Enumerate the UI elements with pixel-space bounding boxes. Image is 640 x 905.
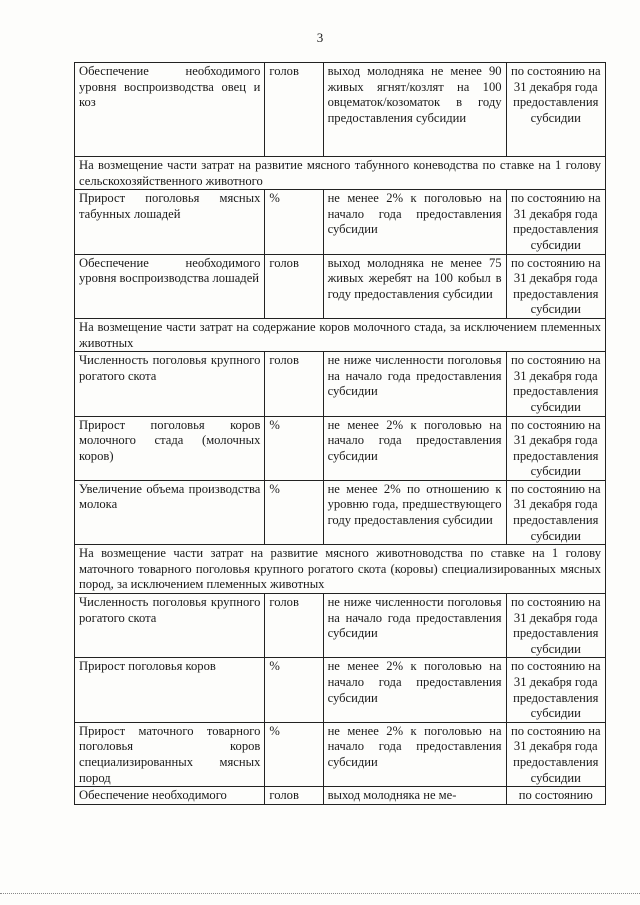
value-cell: выход молодняка не менее 75 живых жеребят на 100 кобыл в году предоставления субсидии <box>323 254 506 318</box>
value-cell: не менее 2% к поголовью на начало года предоставления субсидии <box>323 658 506 722</box>
table-row <box>75 63 606 157</box>
value-cell: не менее 2% к поголовью на начало года предоставления субсидии <box>323 416 506 480</box>
date-cell: по состоянию на 31 декабря года предоставления субсидии <box>506 416 605 480</box>
table-row <box>75 190 606 254</box>
indicator-cell: Численность поголовья крупного рогатого скота <box>75 352 265 416</box>
table-row <box>75 722 606 786</box>
unit-cell: голов <box>265 63 323 157</box>
indicator-cell: Прирост поголовья коров <box>75 658 265 722</box>
unit-cell: % <box>265 722 323 786</box>
unit-cell: голов <box>265 594 323 658</box>
indicator-cell: Обеспечение необходимого уровня воспроизводства овец и коз <box>75 63 265 157</box>
unit-cell: % <box>265 416 323 480</box>
page-bottom-rule <box>0 893 640 894</box>
indicator-cell: Прирост поголовья мясных табунных лошадей <box>75 190 265 254</box>
unit-cell: % <box>265 190 323 254</box>
date-cell: по состоянию на 31 декабря года предоставления субсидии <box>506 658 605 722</box>
value-cell: не менее 2% по отношению к уровню года, предшествующего году предоставления субсидии <box>323 480 506 544</box>
table-row <box>75 658 606 722</box>
table-row <box>75 480 606 544</box>
section-header: На возмещение части затрат на содержание коров молочного стада, за исключением племенных животных <box>75 318 606 351</box>
value-cell: не ниже численности поголовья на начало года предоставления субсидии <box>323 594 506 658</box>
unit-cell: голов <box>265 352 323 416</box>
date-cell: по состоянию на 31 декабря года предоставления субсидии <box>506 722 605 786</box>
unit-cell: голов <box>265 254 323 318</box>
section-header-row <box>75 318 606 351</box>
section-header: На возмещение части затрат на развитие мясного животноводства по ставке на 1 голову маточного товарного поголовья крупного рогатого скота (коровы) специализированных мясных пород, за исключением племенных животных <box>75 545 606 594</box>
value-cell: выход молодняка не ме- <box>323 787 506 805</box>
section-header-row <box>75 545 606 594</box>
value-cell: выход молодняка не менее 90 живых ягнят/козлят на 100 овцематок/козоматок в году предоставления субсидии <box>323 63 506 157</box>
table-row <box>75 787 606 805</box>
page-number: 3 <box>316 30 324 45</box>
unit-cell: % <box>265 658 323 722</box>
date-cell: по состоянию на 31 декабря года предоставления субсидии <box>506 594 605 658</box>
date-cell: по состоянию <box>506 787 605 805</box>
indicator-cell: Прирост маточного товарного поголовья коров специализированных мясных пород <box>75 722 265 786</box>
date-cell: по состоянию на 31 декабря года предоставления субсидии <box>506 190 605 254</box>
indicator-cell: Численность поголовья крупного рогатого скота <box>75 594 265 658</box>
table-row <box>75 416 606 480</box>
table-row <box>75 352 606 416</box>
date-cell: по состоянию на 31 декабря года предоставления субсидии <box>506 254 605 318</box>
value-cell: не менее 2% к поголовью на начало года предоставления субсидии <box>323 722 506 786</box>
value-cell: не менее 2% к поголовью на начало года предоставления субсидии <box>323 190 506 254</box>
indicator-cell: Обеспечение необходимого <box>75 787 265 805</box>
date-cell: по состоянию на 31 декабря года предоставления субсидии <box>506 480 605 544</box>
date-cell: по состоянию на 31 декабря года предоставления субсидии <box>506 63 605 157</box>
value-cell: не ниже численности поголовья на начало года предоставления субсидии <box>323 352 506 416</box>
table-row <box>75 254 606 318</box>
table-row <box>75 594 606 658</box>
indicators-table <box>74 62 606 805</box>
indicator-cell: Обеспечение необходимого уровня воспроизводства лошадей <box>75 254 265 318</box>
indicator-cell: Увеличение объема производства молока <box>75 480 265 544</box>
section-header: На возмещение части затрат на развитие мясного табунного коневодства по ставке на 1 голову сельскохозяйственного животного <box>75 157 606 190</box>
section-header-row <box>75 157 606 190</box>
unit-cell: голов <box>265 787 323 805</box>
date-cell: по состоянию на 31 декабря года предоставления субсидии <box>506 352 605 416</box>
unit-cell: % <box>265 480 323 544</box>
indicator-cell: Прирост поголовья коров молочного стада (молочных коров) <box>75 416 265 480</box>
